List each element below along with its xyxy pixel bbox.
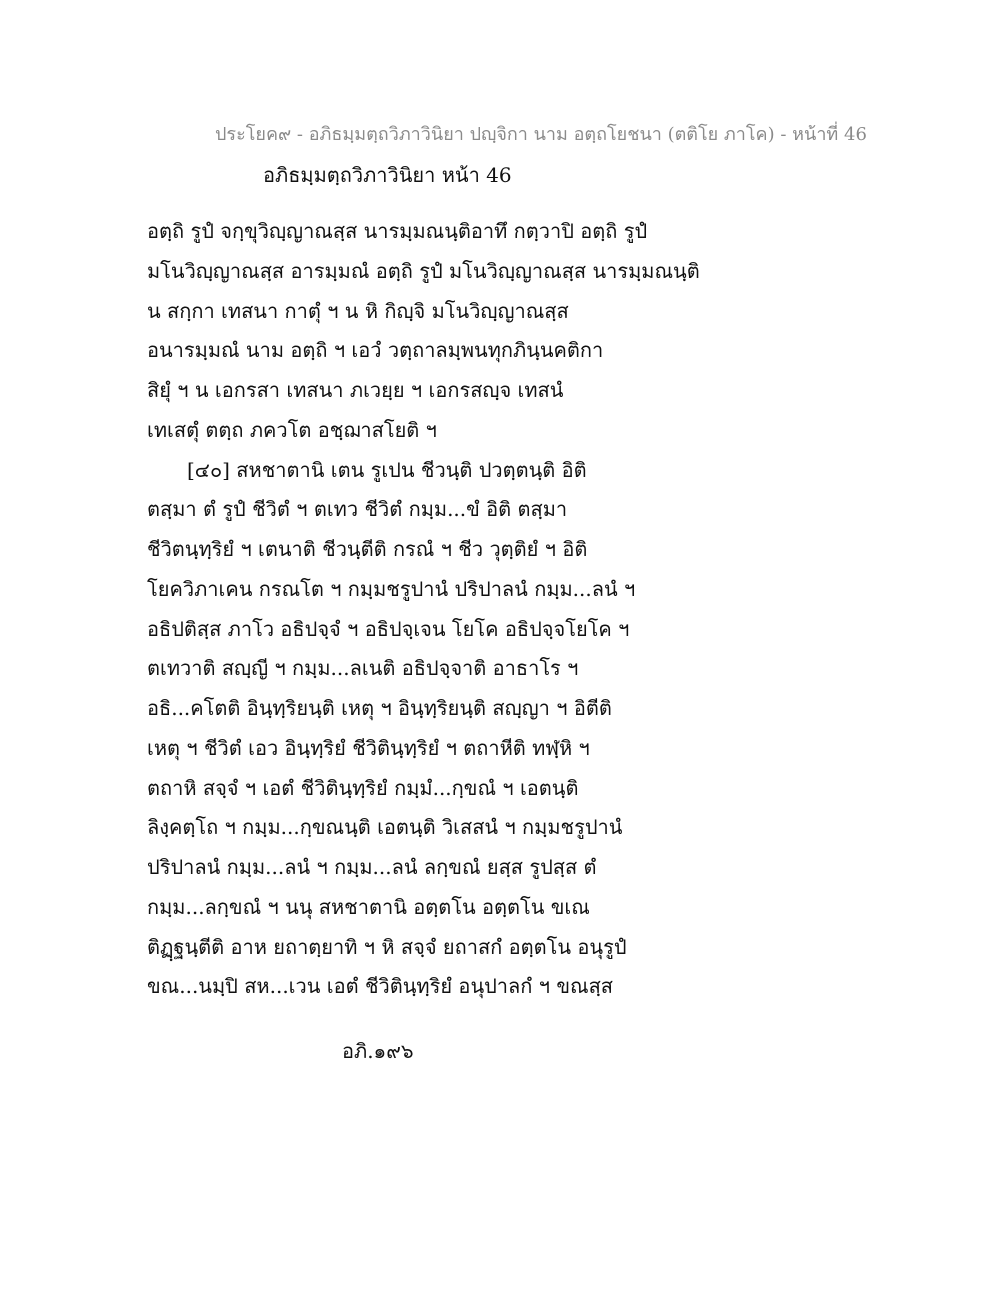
text-line: มโนวิญฺญาณสฺส อารมฺมณํ อตฺถิ รูปํ มโนวิญฺญาณสฺส นารมฺมณนฺติ bbox=[147, 258, 700, 283]
running-header: ประโยค๙ - อภิธมฺมตฺถวิภาวินิยา ปญฺจิกา นาม อตฺถโยชนา (ตติโย ภาโค) - หน้าที่ 46 bbox=[215, 124, 867, 145]
text-line: ตถาหิ สจฺจํ ฯ เอตํ ชีวิตินฺทฺริยํ กมฺมํ...กฺขณํ ฯ เอตนฺติ bbox=[147, 775, 579, 800]
paragraph-start-line: [๔๐] สหชาตานิ เตน รูเปน ชีวนฺติ ปวตฺตนฺติ อิติ bbox=[187, 457, 587, 482]
text-line: สิยุํ ฯ น เอกรสา เทสนา ภเวยฺย ฯ เอกรสญฺจ เทสนํ bbox=[147, 378, 564, 402]
text-line: อธิปติสฺส ภาโว อธิปจฺจํ ฯ อธิปจฺเจน โยโค อธิปจฺจโยโค ฯ bbox=[147, 616, 630, 641]
footer-reference: อภิ.๑๙๖ bbox=[342, 1039, 414, 1063]
text-line: ชีวิตนฺทฺริยํ ฯ เตนาติ ชีวนฺตีติ กรณํ ฯ ชีว วุตฺติยํ ฯ อิติ bbox=[147, 537, 588, 561]
text-line: เหตุ ฯ ชีวิตํ เอว อินฺทฺริยํ ชีวิตินฺทฺริยํ ฯ ตถาหีติ ทฬฺหิ ฯ bbox=[147, 735, 590, 760]
text-line: น สกฺกา เทสนา กาตุํ ฯ น หิ กิญฺจิ มโนวิญฺญาณสฺส bbox=[147, 298, 569, 323]
text-line: โยควิภาเคน กรณโต ฯ กมฺมชรูปานํ ปริปาลนํ กมฺม...ลนํ ฯ bbox=[147, 576, 636, 601]
text-line: อธิ...คโตติ อินฺทฺริยนฺติ เหตุ ฯ อินฺทฺริยนฺติ สญฺญา ฯ อิตีติ bbox=[147, 696, 612, 720]
text-line: ขณ...นมฺปิ สห...เวน เอตํ ชีวิตินฺทฺริยํ อนุปาลกํ ฯ ขณสฺส bbox=[147, 974, 613, 999]
page-heading: อภิธมฺมตฺถวิภาวินิยา หน้า 46 bbox=[263, 163, 512, 187]
body-text bbox=[147, 212, 947, 1007]
text-line: ลิงฺคตฺโถ ฯ กมฺม...กฺขณนฺติ เอตนฺติ วิเสสนํ ฯ กมฺมชรูปานํ bbox=[147, 815, 623, 840]
text-line: อนารมฺมณํ นาม อตฺถิ ฯ เอวํ วตฺถาลมฺพนทุกภินฺนคติกา bbox=[147, 338, 604, 363]
text-line: ปริปาลนํ กมฺม...ลนํ ฯ กมฺม...ลนํ ลกฺขณํ ยสฺส รูปสฺส ตํ bbox=[147, 855, 597, 879]
text-line: อตฺถิ รูปํ จกฺขุวิญฺญาณสฺส นารมฺมณนฺติอาทึ กตฺวาปิ อตฺถิ รูปํ bbox=[147, 219, 648, 243]
text-line: กมฺม...ลกฺขณํ ฯ นนุ สหชาตานิ อตฺตโน อตฺตโน ขเณ bbox=[147, 894, 590, 919]
text-line: ติฏฺฐนฺตีติ อาห ยถาตฺยาทิ ฯ หิ สจฺจํ ยถาสกํ อตฺตโน อนุรูปํ bbox=[147, 934, 627, 959]
text-line: ตสฺมา ตํ รูปํ ชีวิตํ ฯ ตเทว ชีวิตํ กมฺม...ขํ อิติ ตสฺมา bbox=[147, 497, 568, 522]
text-line: เทเสตุํ ตตฺถ ภควโต อชฺฌาสโยติ ฯ bbox=[147, 417, 437, 442]
text-line: ตเทวาติ สญฺญี ฯ กมฺม...ลเนติ อธิปจฺจาติ อาธาโร ฯ bbox=[147, 656, 579, 681]
